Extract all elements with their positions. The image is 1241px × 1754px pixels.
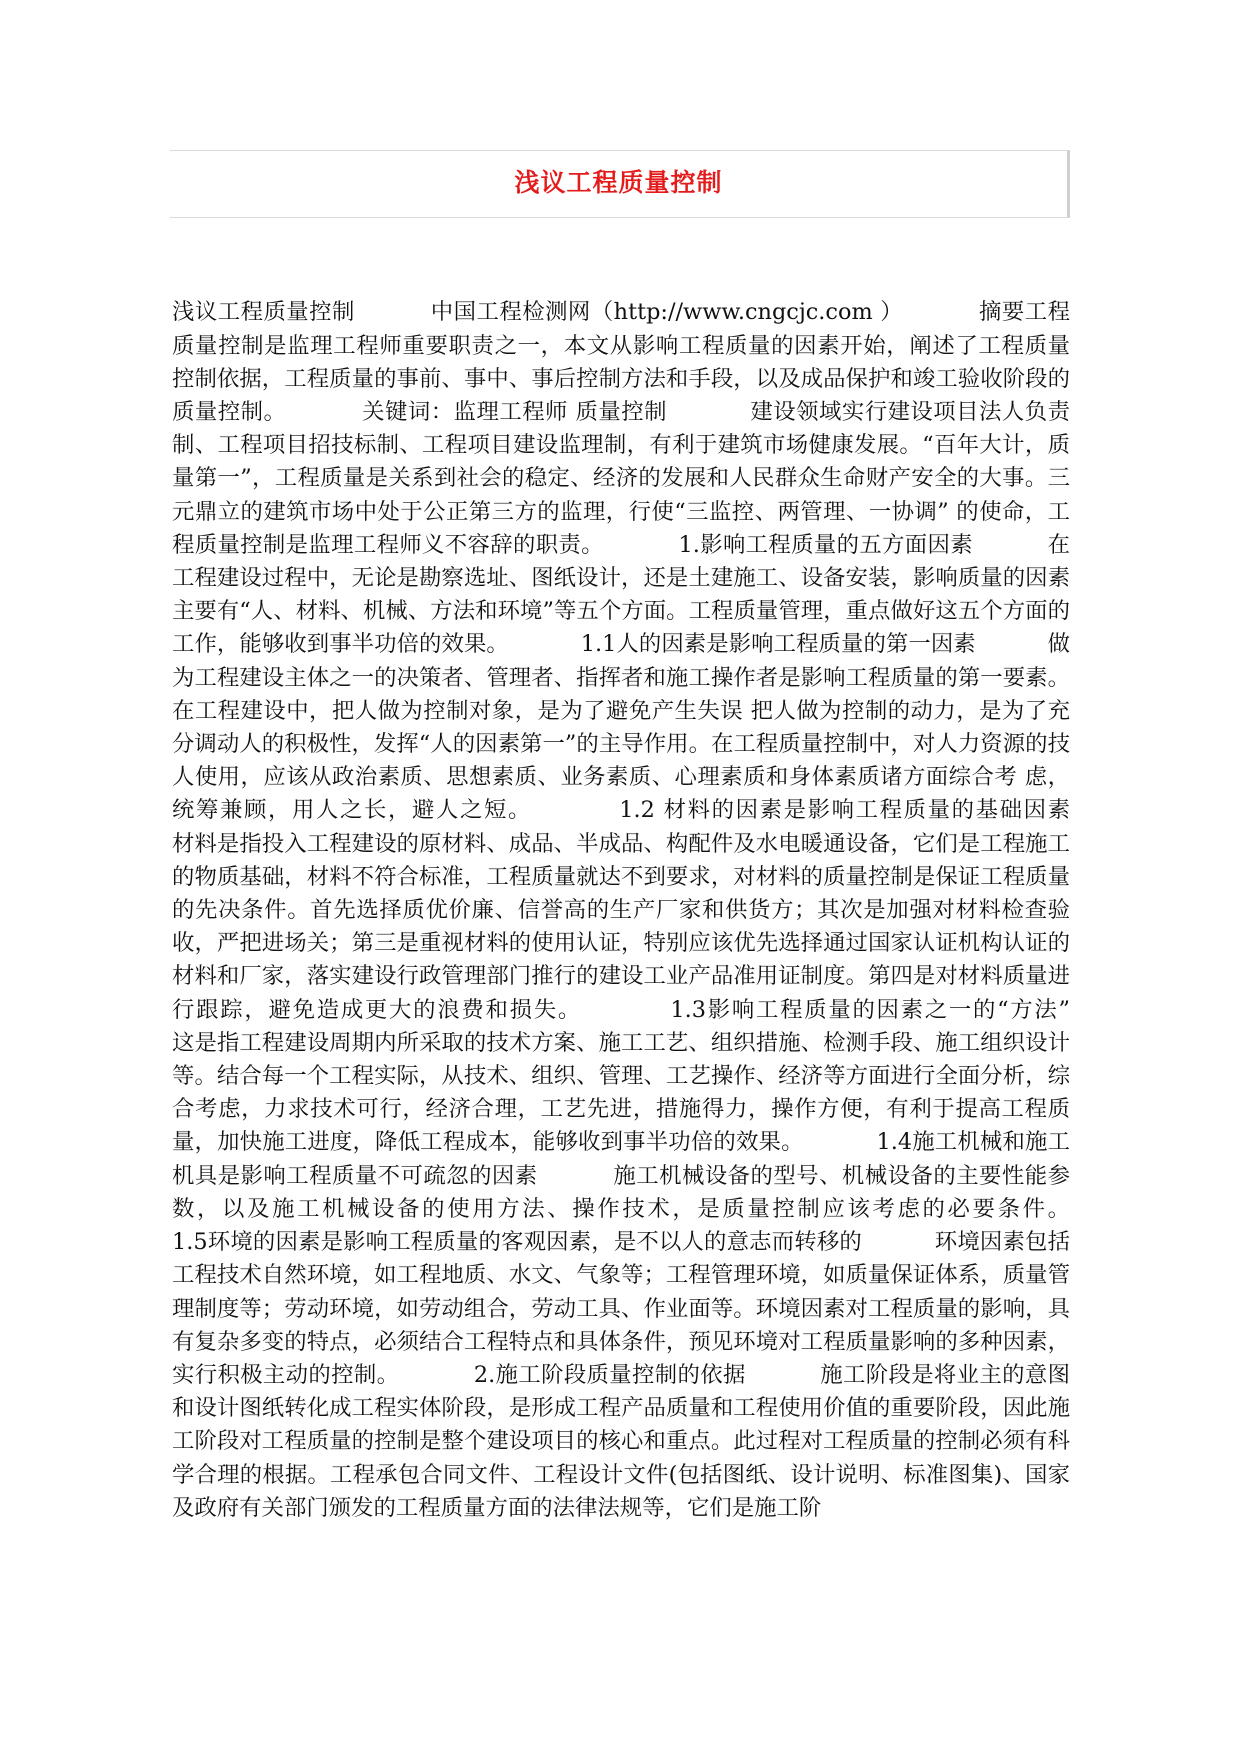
page-title: 浅议工程质量控制 — [514, 168, 723, 197]
article-body — [172, 230, 1142, 1558]
title-box — [170, 150, 1070, 218]
article-paragraph: 浅议工程质量控制 中国工程检测网（http://www.cngcjc.com ） 摘要工程质量控制是监理工程师重要职责之一，本文从影响工程质量的因素开始，阐述了工程质量 控制依据，工程质量的事前、事中、事后控制方法和手段，以及成品保护和竣工验收阶段的质量控制。 关键词：监理工程师 质量控制 建设领域实行建设项目法人负责制、工程项目招技标制、工程项目建设监理制，有利于建筑市场健康发展。“百年大计，质量第一”，工程质量是关系到社会的稳定、经济的发展和人民群众生命财产安全的大事。三元鼎立的建筑市场中处于公正第三方的监理，行使“三监控、两管理、一协调” 的使命，工程质量控制是监理工程师义不容辞的职责。 1.影响工程质量的五方面因素 在工程建设过程中，无论是勘察选址、图纸设计，还是土建施工、设备安装，影响质量的因素主要有“人、材料、机械、方法和环境”等五个方面。工程质量管理，重点做好这五个方面的工作，能够收到事半功倍的效果。 1.1人的因素是影响工程质量的第一因素 做为工程建设主体之一的决策者、管理者、指挥者和施工操作者是影响工程质量的第一要素。在工程建设中，把人做为控制对象，是为了避免产生失误 把人做为控制的动力，是为了充分调动人的积极性，发挥“人的因素第一”的主导作用。在工程质量控制中，对人力资源的技人使用，应该从政治素质、思想素质、业务素质、心理素质和身体素质诸方面综合考 虑，统筹兼顾，用人之长，避人之短。 1.2 材料的因素是影响工程质量的基础因素 材料是指投入工程建设的原材料、成品、半成品、构配件及水电暖通设备，它们是工程施工的物质基础，材料不符合标准，工程质量就达不到要求，对材料的质量控制是保证工程质量的先决条件。首先选择质优价廉、信誉高的生产厂家和供货方；其次是加强对材料检查验收，严把进场关；第三是重视材料的使用认证，特别应该优先选择通过国家认证机构认证的材料和厂家，落实建设行政管理部门推行的建设工业产品准用证制度。第四是对材料质量进行跟踪，避免造成更大的浪费和损失。 1.3影响工程质量的因素之一的“方法” 这是指工程建设周期内所采取的技术方案、施工工艺、组织措施、检测手段、施工组织设计等。结合每一个工程实际，从技术、组织、管理、工艺操作、经济等方面进行全面分析，综合考虑，力求技术可行，经济合理，工艺先进，措施得力，操作方便，有利于提高工程质量，加快施工进度，降低工程成本，能够收到事半功倍的效果。 1.4施工机械和施工机具是影响工程质量不可疏忽的因素 施工机械设备的型号、机械设备的主要性能参数，以及施工机械设备的使用方法、操作技术，是质量控制应该考虑的必要条件。 1.5环境的因素是影响工程质量的客观因素，是不以人的意志而转移的 环境因素包括工程技术自然环境，如工程地质、水文、气象等；工程管理环境，如质量保证体系，质量管理制度等；劳动环境，如劳动组合，劳动工具、作业面等。环境因素对工程质量的影响，具有复杂多变的特点，必须结合工程特点和具体条件，预见环境对工程质量影响的多种因素，实行积极主动的控制。 2.施工阶段质量控制的依据 施工阶段是将业主的意图和设计图纸转化成工程实体阶段，是形成工程产品质量和工程使用价值的重要阶段，因此施工阶段对工程质量的控制是整个建设项目的核心和重点。此过程对工程质量的控制必须有科学合理的根据。工程承包合同文件、工程设计文件(包括图纸、设计说明、标准图集)、国家及政府有关部门颁发的工程质量方面的法律法规等，它们是施工阶 — [172, 299, 1142, 1521]
